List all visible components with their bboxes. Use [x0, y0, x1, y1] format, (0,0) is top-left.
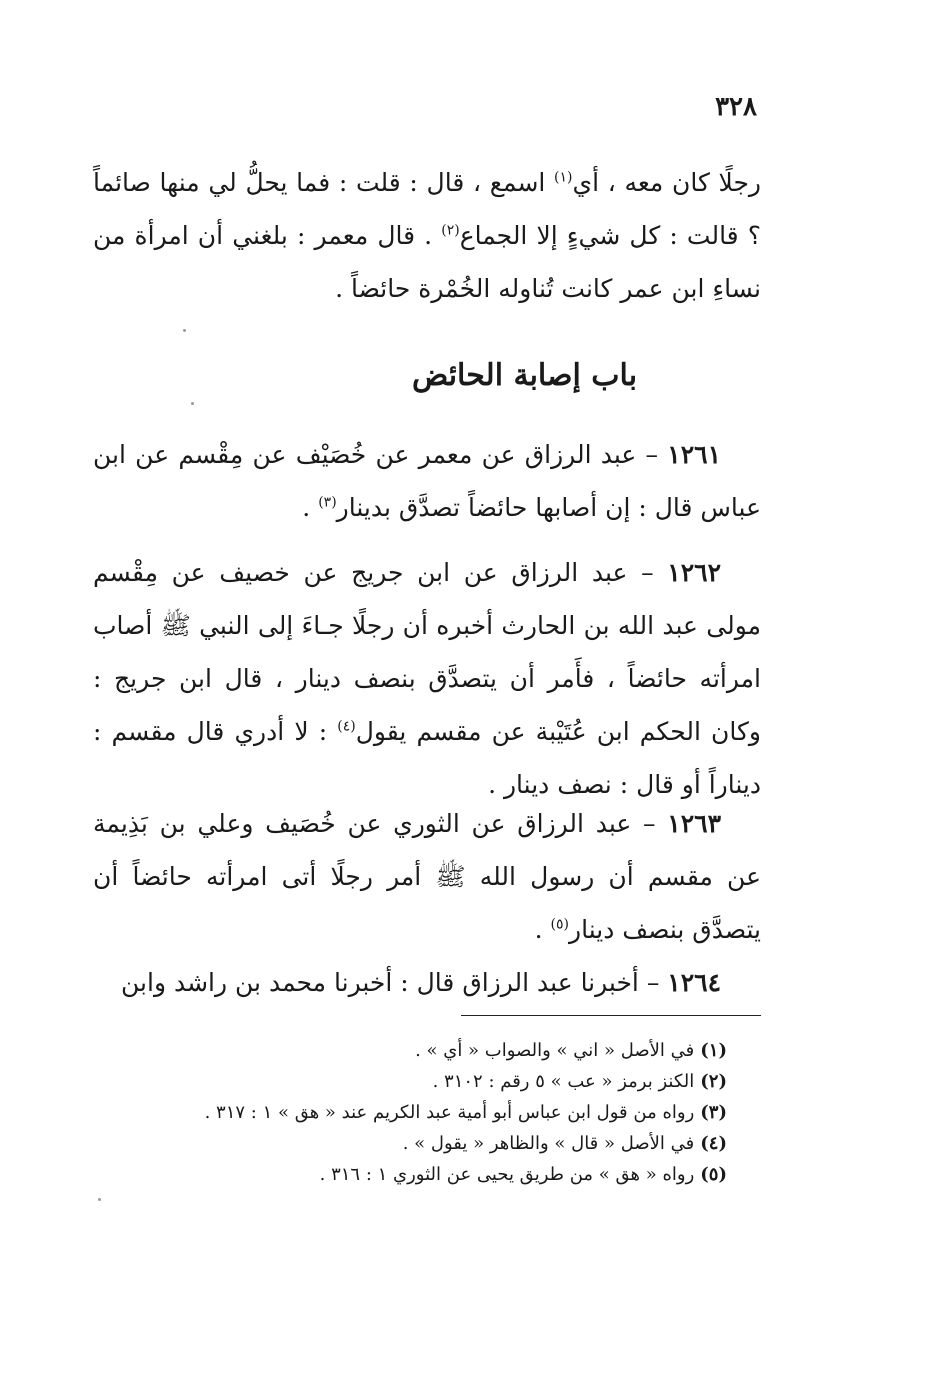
footnote-number: (٣) [700, 1102, 727, 1123]
footnote-number: (٢) [700, 1071, 727, 1092]
footnote-ref-1: (١) [554, 169, 573, 186]
hadith-1262 [93, 546, 761, 811]
intro-paragraph [93, 156, 761, 315]
footnote-divider [461, 1015, 761, 1016]
footnote-4 [167, 1128, 727, 1159]
footnote-text: في الأصل « قال » والظاهر « يقول » . [402, 1133, 695, 1154]
hadith-number: ١٢٦٣ [667, 809, 721, 838]
hadith-number: ١٢٦٢ [667, 558, 721, 587]
footnote-text: في الأصل « اني » والصواب « أي » . [415, 1040, 695, 1061]
hadith-text: – أخبرنا عبد الرزاق قال : أخبرنا محمد بن راشد وابن [121, 968, 668, 997]
footnote-3 [167, 1097, 727, 1128]
footnote-text: رواه من قول ابن عباس أبو أمية عبد الكريم عند « هق » ١ : ٣١٧ . [204, 1102, 695, 1123]
hadith-number: ١٢٦٤ [667, 968, 721, 997]
footnote-number: (٥) [700, 1164, 727, 1185]
footnote-number: (٤) [700, 1133, 727, 1154]
hadith-text: – عبد الرزاق عن الثوري عن خُصَيف وعلي بن بَذِيمة عن مقسم أن رسول الله ﷺ أمر رجلًا أتى امرأته حائضاً أن يتصدَّق بنصف دينار [93, 809, 761, 944]
hadith-text: – عبد الرزاق عن ابن جريج عن خصيف عن مِقْسم مولى عبد الله بن الحارث أخبره أن رجلًا جـاءَ إلى النبي ﷺ أصاب امرأته حائضاً ، فأَمر أن يتصدَّق بنصف دينار ، قال ابن جريج : وكان الحكم ابن عُتَيْبة عن مقسم يقول [93, 558, 761, 746]
footnote-text: رواه « هق » من طريق يحيى عن الثوري ١ : ٣١٦ . [319, 1164, 695, 1185]
hadith-text: – عبد الرزاق عن معمر عن خُصَيْف عن مِقْسم عن ابن عباس قال : إن أصابها حائضاً تصدَّق بدينار [93, 440, 761, 522]
footnote-2 [167, 1066, 727, 1097]
footnote-1 [167, 1035, 727, 1066]
scan-speck [191, 402, 194, 405]
hadith-number: ١٢٦١ [667, 440, 721, 469]
hadith-1261 [93, 428, 761, 534]
hadith-text-end: . [302, 493, 319, 522]
scan-speck [98, 1198, 101, 1201]
scan-speck [183, 329, 186, 332]
footnote-ref-5: (٥) [550, 916, 570, 933]
hadith-1263 [93, 797, 761, 956]
footnote-text: الكنز برمز « عب » ٥ رقم : ٣١٠٢ . [432, 1071, 695, 1092]
intro-text-c: . قال معمر : بلغني أن امرأة من نساءِ ابن عمر كانت تُناوله الخُمْرة حائضاً . [93, 221, 761, 303]
section-title: باب إصابة الحائض [411, 358, 638, 393]
hadith-text-end: . [534, 915, 551, 944]
footnote-number: (١) [700, 1040, 727, 1061]
hadith-1264 [93, 956, 761, 1009]
hadith-text-end: : لا أدري قال مقسم : ديناراً أو قال : نصف دينار . [93, 717, 761, 799]
intro-text-a: رجلًا كان معه ، أي [572, 168, 762, 197]
footnote-5 [167, 1159, 727, 1190]
footnote-ref-4: (٤) [337, 718, 356, 735]
footnote-ref-3: (٣) [318, 494, 337, 511]
footnotes [167, 1035, 727, 1190]
intro-text-b: اسمع ، قال : قلت : فما يحلُّ لي منها صائماً ؟ قالت : كل شيءٍ إلا الجماع [93, 168, 762, 250]
page-number: ٣٢٨ [715, 92, 757, 122]
footnote-ref-2: (٢) [441, 222, 460, 239]
